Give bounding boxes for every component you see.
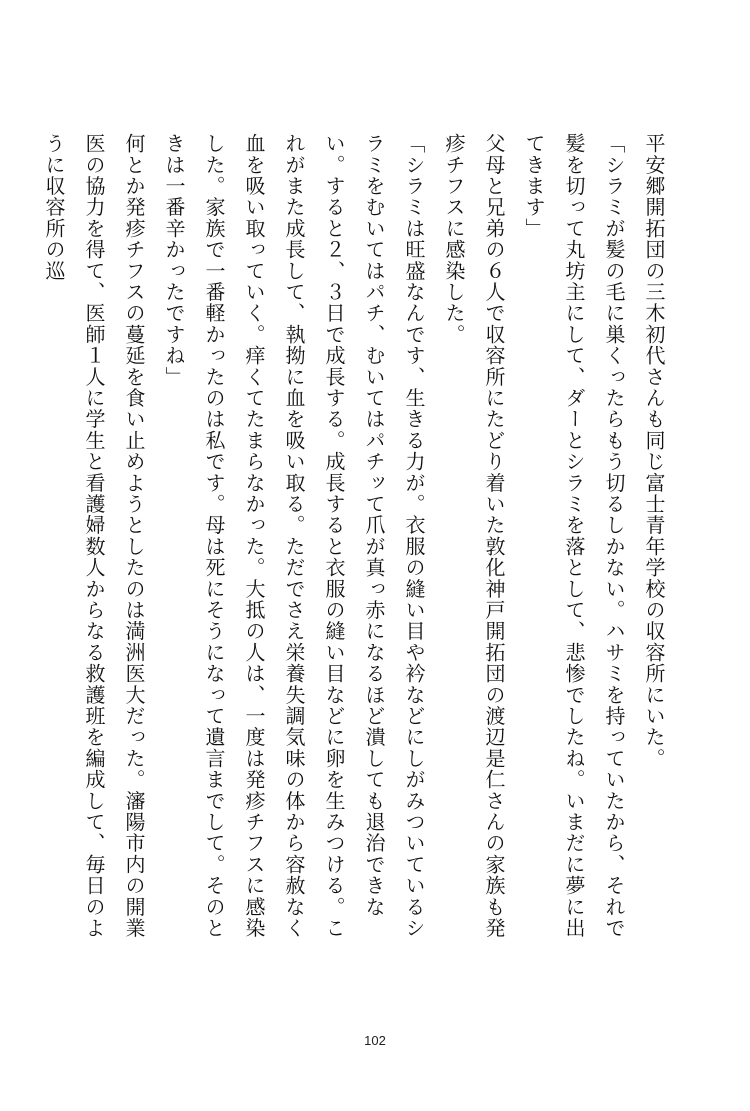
page-number: 102 xyxy=(364,1033,386,1048)
vertical-text-body xyxy=(34,133,674,943)
paragraph-medical-university: 何とか発疹チフスの蔓延を食い止めようとしたのは満洲医大だった。瀋陽市内の開業医の協力を得て、医師１人に学生と看護婦数人からなる救護班を編成して、毎日のように収容所の巡 xyxy=(42,133,146,939)
paragraph-intro-miki: 平安郷開拓団の三木初代さんも同じ富士青年学校の収容所にいた。 xyxy=(642,133,666,769)
quote-watanabe: 「シラミは旺盛なんです、生きる力が。衣服の縫い目や衿などにしがみついているシラミをむいてはパチ、むいてはパチッて爪が真っ赤になるほど潰しても退治できない。すると２、３日で成長する。成長すると衣服の縫い目などに卵を生みつける。これがまた成長して、執拗に血を吸い取る。ただでさえ栄養失調気味の体から容赦なく血を吸い取っていく。痒くてたまらなかった。大抵の人は、一度は発疹チフスに感染した。家族で一番軽かったのは私です。母は死にそうになって遺言までして。そのときは一番辛かったですね」 xyxy=(162,133,426,939)
quote-miki: 「シラミが髪の毛に巣くったらもう切るしかない。ハサミを持っていたから、それで髪を切って丸坊主にして、ダーとシラミを落として、悲惨でしたね。いまだに夢に出てきます」 xyxy=(522,133,626,939)
paragraph-intro-watanabe: 父母と兄弟の６人で収容所にたどり着いた敦化神戸開拓団の渡辺是仁さんの家族も発疹チフスに感染した。 xyxy=(442,133,506,939)
